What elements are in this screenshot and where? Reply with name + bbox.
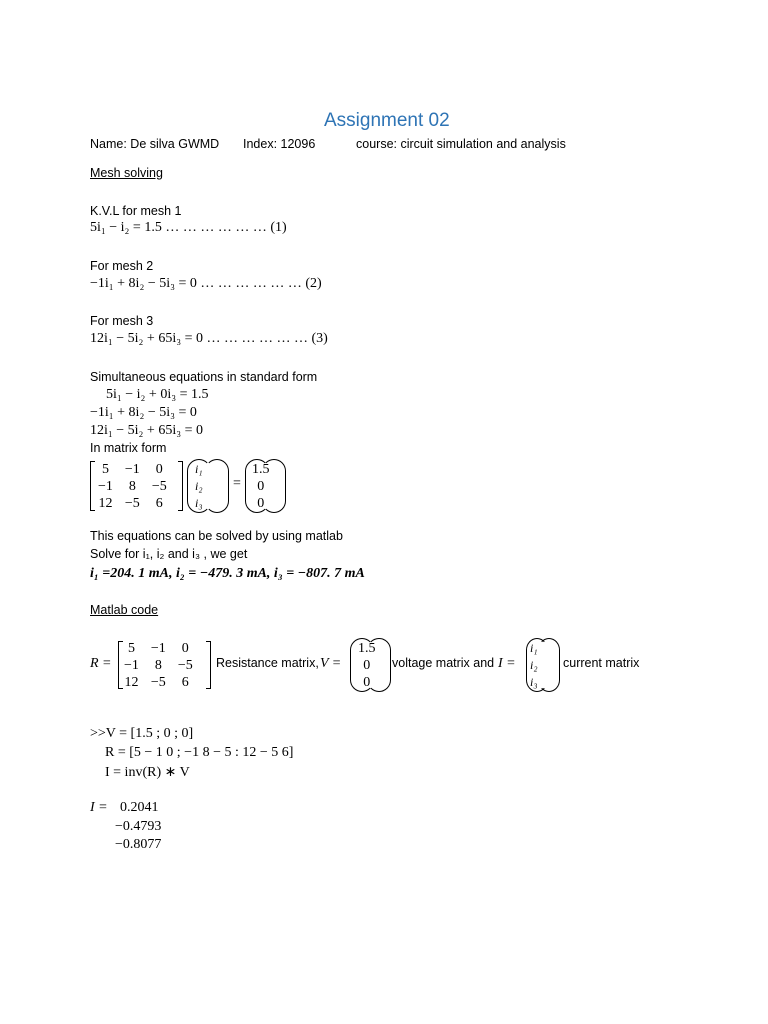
matrix-cell: 5: [127, 641, 135, 656]
matrix-cell: −1: [124, 462, 140, 477]
vector-cell: i₃: [195, 496, 203, 510]
matrix-equation: [90, 459, 270, 513]
vector-cell: i₁: [195, 462, 203, 476]
matrix-cell: −5: [177, 658, 193, 673]
equation-3: 12i₁ − 5i₂ + 65i₃ = 0 … … … … … … (3): [90, 331, 328, 346]
matrix-cell: −5: [150, 675, 166, 690]
standard-eq-2: −1i₁ + 8i₂ − 5i₃ = 0: [90, 405, 197, 420]
code-line: >>V = [1.5 ; 0 ; 0]: [90, 726, 194, 741]
vector-cell: 1.5: [358, 641, 376, 656]
resistance-text: Resistance matrix,: [216, 656, 319, 670]
equals-sign: =: [233, 476, 241, 491]
matrix-cell: 6: [155, 496, 163, 511]
course-name: course: circuit simulation and analysis: [356, 137, 566, 151]
vector-cell: i₁: [530, 641, 538, 655]
current-text: current matrix: [563, 656, 640, 670]
vector-cell: 1.5: [252, 462, 270, 477]
student-name: Name: De silva GWMD: [90, 137, 220, 151]
matrix-cell: −1: [98, 479, 113, 494]
code-line: R = [5 − 1 0 ; −1 8 − 5 : 12 − 5 6]: [105, 745, 294, 760]
matrix-cell: 0: [181, 641, 189, 656]
matrix-cell: −5: [151, 479, 167, 494]
output-value: −0.4793: [115, 819, 162, 834]
coefficient-matrix: [92, 461, 173, 512]
resistance-matrix: [118, 640, 199, 691]
vector-cell: i₂: [195, 479, 203, 493]
simultaneous-label: Simultaneous equations in standard form: [90, 370, 318, 384]
right-bracket: [206, 641, 211, 689]
vector-cell: 0: [363, 675, 371, 690]
right-paren: [205, 459, 229, 513]
right-paren: [367, 638, 391, 692]
vector-cell: 0: [257, 496, 265, 511]
vector-cell: i₂: [530, 658, 538, 672]
vector-cell: i₃: [530, 675, 538, 689]
output-value: 0.2041: [120, 800, 159, 815]
kvl-mesh1-label: K.V.L for mesh 1: [90, 204, 182, 218]
vector-cell: 0: [257, 479, 265, 494]
equation-1: 5i₁ − i₂ = 1.5 … … … … … … (1): [90, 220, 287, 235]
standard-eq-1: 5i₁ − i₂ + 0i₃ = 1.5: [106, 387, 209, 402]
matrix-cell: 5: [101, 462, 109, 477]
solved-by-text: This equations can be solved by using matlab: [90, 529, 343, 543]
mesh3-label: For mesh 3: [90, 314, 154, 328]
code-line: I = inv(R) ∗ V: [105, 765, 190, 780]
solve-for-text: Solve for i₁, i₂ and i₃ , we get: [90, 547, 248, 561]
r-label: R =: [90, 656, 112, 671]
matrix-cell: −1: [124, 658, 139, 673]
matrix-cell: −5: [124, 496, 140, 511]
matrix-form-label: In matrix form: [90, 441, 167, 455]
output-label: I =: [90, 800, 108, 815]
student-index: Index: 12096: [243, 137, 316, 151]
v-label: V =: [320, 656, 342, 671]
mesh2-label: For mesh 2: [90, 259, 154, 273]
matlab-definitions: [90, 637, 650, 693]
voltage-text: voltage matrix and: [392, 656, 495, 670]
matrix-cell: 0: [155, 462, 163, 477]
vector-cell: 0: [363, 658, 371, 673]
right-paren: [538, 638, 560, 692]
matrix-cell: −1: [150, 641, 166, 656]
results-line: i₁ =204. 1 mA, i₂ = −479. 3 mA, i₃ = −807. 7 mA: [90, 566, 365, 581]
section-heading-mesh-solving: Mesh solving: [90, 166, 163, 180]
page-title: Assignment 02: [324, 110, 450, 131]
matrix-cell: 12: [124, 675, 139, 690]
matrix-cell: 12: [98, 496, 113, 511]
right-paren: [262, 459, 286, 513]
i-label: I =: [498, 656, 516, 671]
equation-2: −1i₁ + 8i₂ − 5i₃ = 0 … … … … … … (2): [90, 276, 322, 291]
standard-eq-3: 12i₁ − 5i₂ + 65i₃ = 0: [90, 423, 203, 438]
section-heading-matlab: Matlab code: [90, 603, 159, 617]
matrix-cell: 8: [154, 658, 162, 673]
matrix-cell: 6: [181, 675, 189, 690]
output-value: −0.8077: [115, 837, 162, 852]
right-bracket: [178, 461, 183, 511]
matrix-cell: 8: [128, 479, 136, 494]
